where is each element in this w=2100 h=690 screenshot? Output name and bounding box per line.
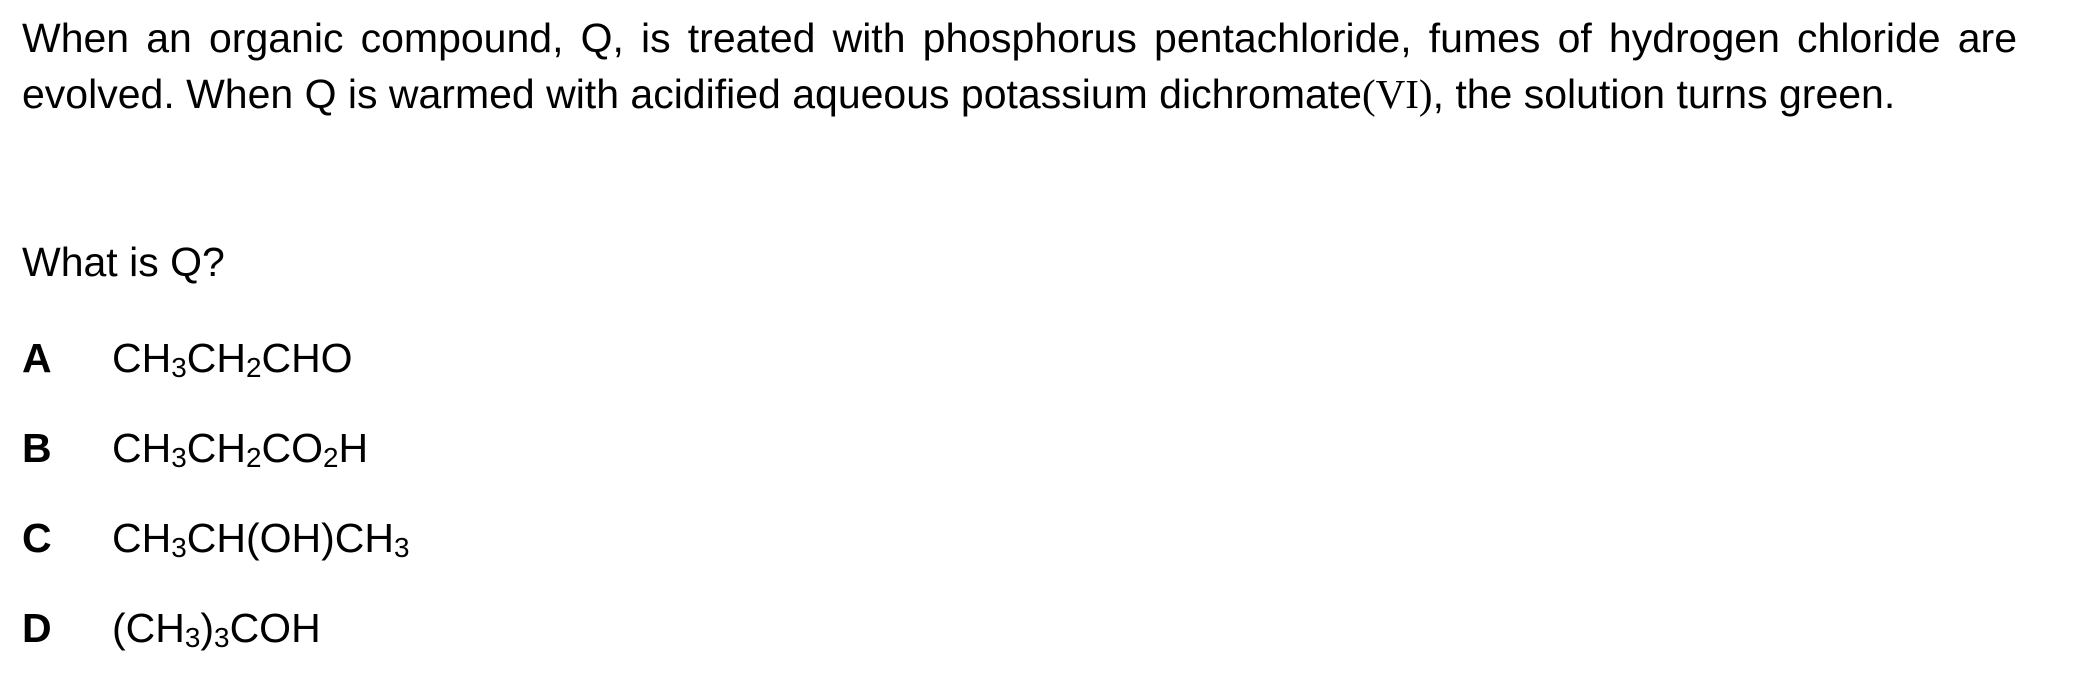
question-block	[22, 10, 2017, 654]
question-stem-text: When an organic compound, Q, is treated with phosphorus pentachloride, fumes of hydrogen chloride are evolved. When Q is warmed with acidified aqueous potassium dichromate	[22, 15, 2017, 117]
answer-options	[22, 330, 410, 690]
option-letter: D	[22, 605, 52, 651]
oxidation-state-numeral: (VI)	[1362, 71, 1433, 117]
option-c[interactable]	[22, 510, 410, 600]
question-stem	[22, 10, 2017, 122]
question-prompt: What is Q?	[22, 239, 225, 285]
option-formula: $(CH_3)_3COH$	[112, 605, 321, 654]
option-b[interactable]	[22, 420, 410, 510]
option-letter: C	[22, 515, 52, 561]
option-formula: $CH_3CH_2CHO$	[112, 335, 353, 384]
option-letter: B	[22, 425, 52, 471]
option-letter: A	[22, 335, 52, 381]
question-stem-ending: , the solution turns green.	[1432, 71, 1896, 117]
option-a[interactable]	[22, 330, 410, 420]
option-d[interactable]	[22, 600, 410, 690]
option-formula: $CH_3CH(OH)CH_3$	[112, 515, 410, 564]
option-formula: $CH_3CH_2CO_2H$	[112, 425, 369, 474]
